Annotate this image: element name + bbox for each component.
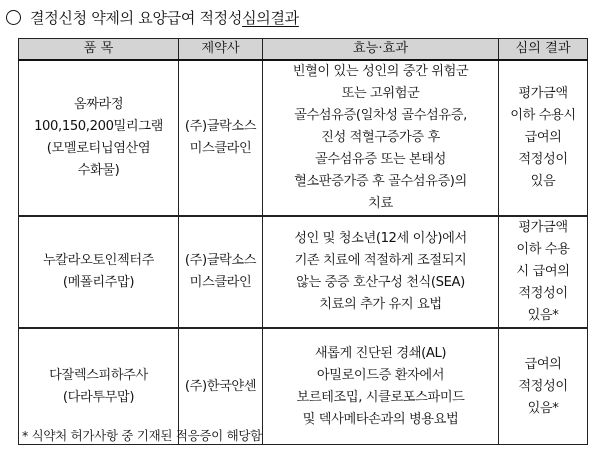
result-line: 평가금액 xyxy=(518,86,568,101)
result-cell xyxy=(499,216,588,328)
indication-cell xyxy=(263,216,499,328)
company-line: 미스클라인 xyxy=(189,275,252,290)
indication-cell xyxy=(263,328,499,445)
result-line: 이하 수용시 xyxy=(510,108,576,123)
table-header-row xyxy=(19,39,588,61)
table-row xyxy=(19,216,588,328)
section-heading xyxy=(6,2,299,32)
result-line: 시 급여의 xyxy=(516,264,570,279)
result-line: 이하 수용 xyxy=(516,242,570,257)
indication-line: 성인 및 청소년(12세 이상)에서 xyxy=(294,231,467,246)
footnote: * 식약처 허가사항 중 기재된 적응증이 해당함 xyxy=(22,428,262,443)
product-line: (모멜로티닙염산염 xyxy=(46,141,151,156)
result-line: 적정성이 xyxy=(518,286,568,301)
table-row xyxy=(19,60,588,216)
result-line: 적정성이 xyxy=(518,152,568,167)
company-cell xyxy=(179,60,263,216)
result-cell xyxy=(499,328,588,445)
product-line: 옴짜라정 xyxy=(73,97,124,112)
indication-line: 골수섬유증 또는 본태성 xyxy=(315,152,446,167)
header-indication: 효능·효과 xyxy=(263,39,499,61)
product-line: (다라투무맙) xyxy=(62,389,135,405)
result-line: 있음* xyxy=(527,400,559,416)
review-result-table xyxy=(18,38,588,445)
indication-line: 진성 적혈구증가증 후 xyxy=(321,130,440,145)
product-line: 100,150,200밀리그램 xyxy=(34,119,163,134)
company-line: 미스클라인 xyxy=(189,141,252,156)
result-line: 급여의 xyxy=(524,356,562,372)
indication-line: 혈소판증가증 후 골수섬유증)의 xyxy=(294,174,467,189)
heading-underlined-text: 심의결과 xyxy=(242,8,299,27)
result-cell xyxy=(499,60,588,216)
company-line: (주)글락소스 xyxy=(184,119,257,134)
indication-line: 않는 중증 호산구성 천식(SEA) xyxy=(296,275,465,290)
header-product: 품 목 xyxy=(19,39,179,61)
indication-line: 보르테조밉, 시클로포스파미드 xyxy=(296,389,465,405)
result-line: 적정성이 xyxy=(518,378,568,394)
product-cell xyxy=(19,60,179,216)
product-line: 누칼라오토인젝터주 xyxy=(42,253,155,268)
indication-line: 및 덱사메타손과의 병용요법 xyxy=(302,411,459,427)
indication-line: 빈혈이 있는 성인의 중간 위험군 xyxy=(292,64,469,79)
indication-line: 기존 치료에 적절하게 조절되지 xyxy=(294,253,467,268)
indication-line: 또는 고위험군 xyxy=(341,86,420,101)
header-company: 제약사 xyxy=(179,39,263,61)
company-line: (주)글락소스 xyxy=(184,253,257,268)
product-line: 수화물) xyxy=(77,163,120,178)
header-result: 심의 결과 xyxy=(499,39,588,61)
indication-line: 골수섬유증(일차성 골수섬유증, xyxy=(294,108,467,123)
product-cell xyxy=(19,216,179,328)
indication-line: 아밀로이드증 환자에서 xyxy=(316,367,445,383)
product-line: 다잘렉스피하주사 xyxy=(49,367,148,383)
product-line: (메폴리주맙) xyxy=(62,275,135,290)
indication-cell xyxy=(263,60,499,216)
result-line: 있음* xyxy=(527,308,559,323)
indication-line: 치료 xyxy=(368,196,393,211)
indication-line: 새롭게 진단된 경쇄(AL) xyxy=(314,345,447,361)
company-cell xyxy=(179,216,263,328)
company-line: (주)한국얀센 xyxy=(184,378,257,394)
result-line: 있음 xyxy=(530,174,556,189)
circle-bullet-icon xyxy=(6,10,21,25)
result-line: 급여의 xyxy=(524,130,562,145)
result-line: 평가금액 xyxy=(518,220,568,235)
heading-text: 결정신청 약제의 요양급여 적정성 xyxy=(30,8,243,27)
indication-line: 치료의 추가 유지 요법 xyxy=(319,297,442,312)
